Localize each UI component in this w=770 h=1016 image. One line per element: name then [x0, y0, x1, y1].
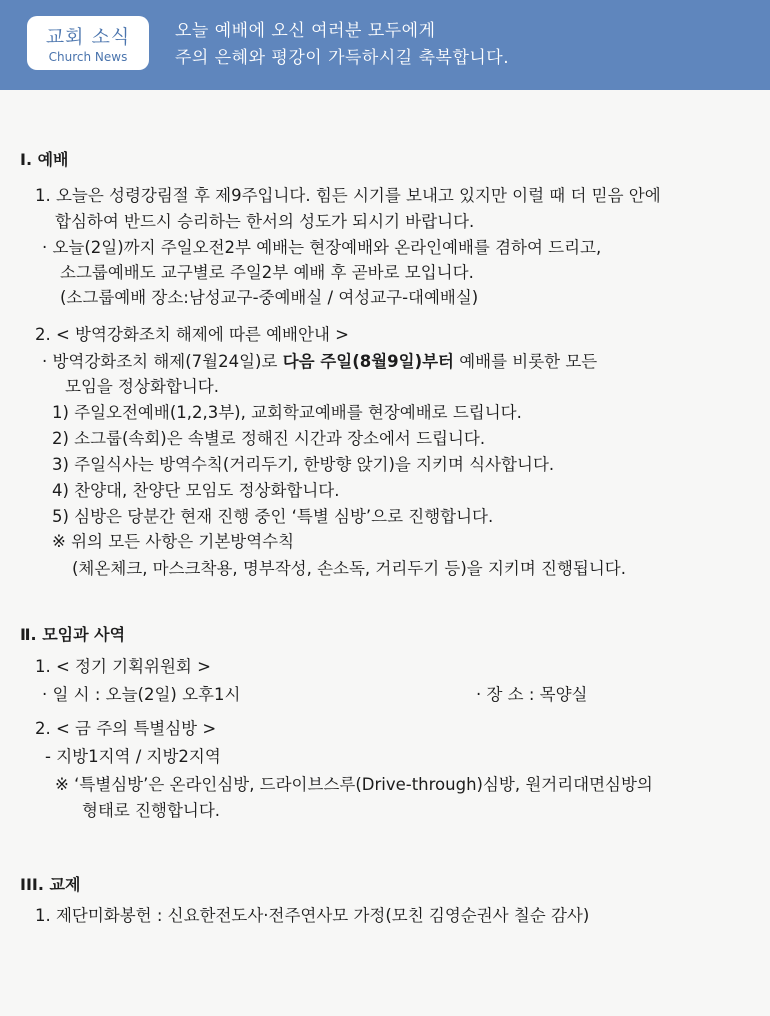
s1-item1-bullet-line2: 소그룹예배도 교구별로 주일2부 예배 후 곧바로 모입니다.: [60, 263, 474, 282]
s1-item2-sub3: 3) 주일식사는 방역수칙(거리두기, 한방향 앉기)을 지키며 식사합니다.: [52, 455, 555, 474]
s1-item2-note-line1: ※ 위의 모든 사항은 기본방역수칙: [52, 532, 295, 551]
s1-item2-bullet-line2: 모임을 정상화합니다.: [65, 377, 219, 396]
s1-item1-line2: 합심하여 반드시 승리하는 한서의 성도가 되시기 바랍니다.: [55, 212, 475, 231]
s1-item2-text-post: 예배를 비롯한 모든: [454, 352, 598, 371]
s3-item1: 1. 제단미화봉헌 : 신요한전도사·전주연사모 가정(모친 김영순권사 칠순 감사): [35, 906, 590, 925]
church-news-badge: [27, 16, 149, 70]
badge-title-english: Church News: [48, 50, 128, 64]
greeting-line-2: 주의 은혜와 평강이 가득하시길 축복합니다.: [175, 48, 510, 68]
section-2-title: Ⅱ. 모임과 사역: [20, 625, 126, 644]
s2-item1-title: 1. < 정기 기획위원회 >: [35, 657, 211, 676]
greeting-text: [175, 18, 509, 72]
s1-item2-text-pre: · 방역강화조치 해제(7월24일)로: [42, 352, 283, 371]
s1-item2-note-line2: (체온체크, 마스크착용, 명부작성, 손소독, 거리두기 등)을 지키며 진행됩니다.: [72, 559, 626, 578]
s2-item1-place: · 장 소 : 목양실: [476, 685, 588, 704]
s2-item2-note-line1: ※ ‘특별심방’은 온라인심방, 드라이브스루(Drive-through)심방, 원거리대면심방의: [55, 775, 653, 794]
s1-item2-sub1: 1) 주일오전예배(1,2,3부), 교회학교예배를 현장예배로 드립니다.: [52, 403, 522, 422]
badge-title-korean: 교회 소식: [45, 26, 131, 48]
greeting-line-1: 오늘 예배에 오신 여러분 모두에게: [175, 21, 436, 41]
s1-item1-bullet-line3: (소그룹예배 장소:남성교구-중예배실 / 여성교구-대예배실): [60, 288, 479, 307]
s1-item1-bullet-line1: · 오늘(2일)까지 주일오전2부 예배는 현장예배와 온라인예배를 겸하여 드리고,: [42, 238, 602, 257]
s1-item2-text-bold: 다음 주일(8월9일)부터: [282, 352, 454, 371]
s1-item1-line1: 1. 오늘은 성령강림절 후 제9주입니다. 힘든 시기를 보내고 있지만 이럴 때 더 믿음 안에: [35, 186, 661, 205]
section-3-title: III. 교제: [20, 875, 81, 894]
s1-item2-sub2: 2) 소그룹(속회)은 속별로 정해진 시간과 장소에서 드립니다.: [52, 429, 486, 448]
s1-item2-sub4: 4) 찬양대, 찬양단 모임도 정상화합니다.: [52, 481, 340, 500]
s1-item2-title: 2. < 방역강화조치 해제에 따른 예배안내 >: [35, 325, 349, 344]
s2-item1-time: · 일 시 : 오늘(2일) 오후1시: [42, 685, 241, 704]
s2-item2-title: 2. < 금 주의 특별심방 >: [35, 719, 217, 738]
s1-item2-sub5: 5) 심방은 당분간 현재 진행 중인 ‘특별 심방’으로 진행합니다.: [52, 507, 494, 526]
s2-item2-regions: - 지방1지역 / 지방2지역: [45, 747, 221, 766]
header-banner: [0, 0, 770, 90]
s2-item2-note-line2: 형태로 진행합니다.: [82, 801, 221, 820]
section-1-title: Ⅰ. 예배: [20, 150, 69, 169]
s1-item2-bullet-line1: [42, 350, 597, 374]
